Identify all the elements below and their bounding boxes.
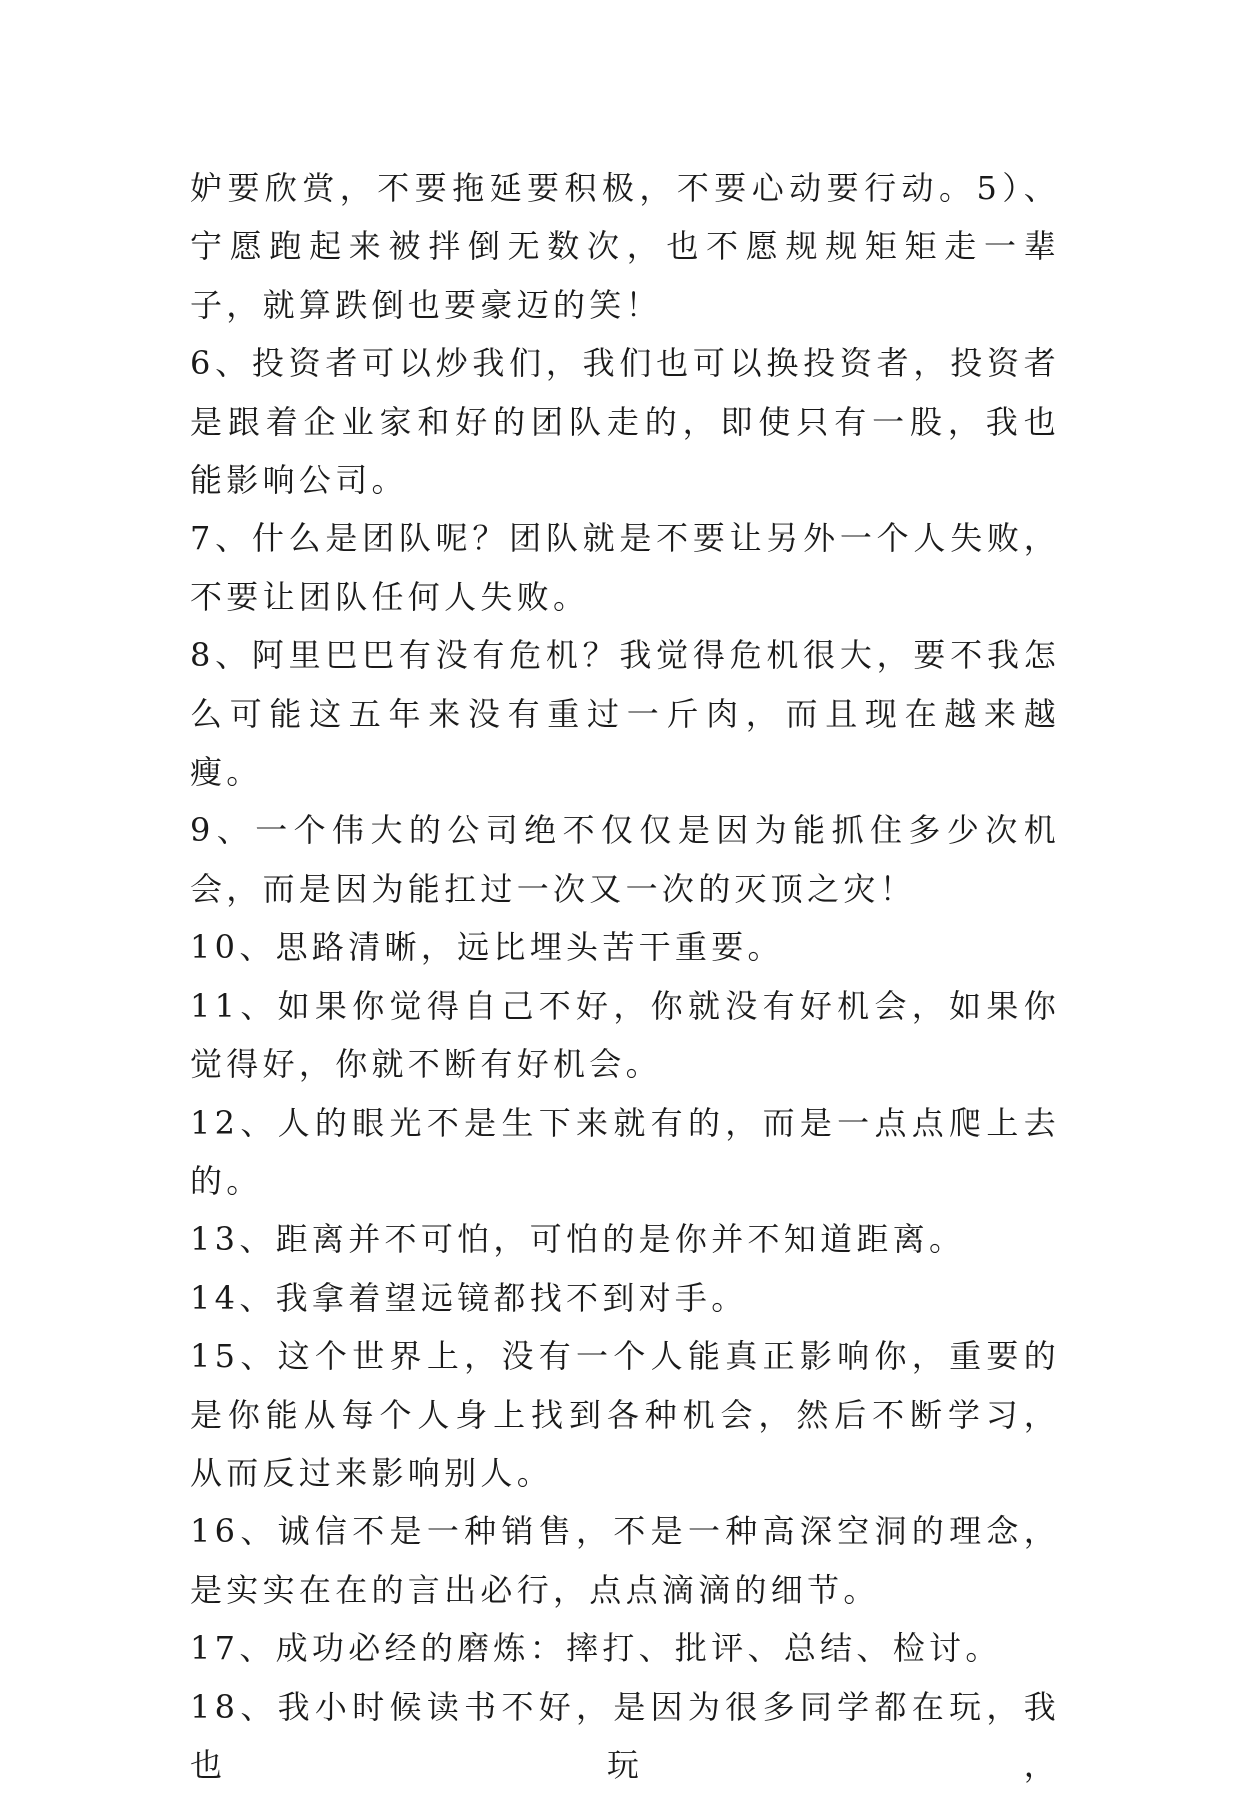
paragraph-12: 12、人的眼光不是生下来就有的，而是一点点爬上去的。 xyxy=(190,1103,1060,1200)
paragraph-17: 17、成功必经的磨炼：摔打、批评、总结、检讨。 xyxy=(190,1629,1002,1668)
paragraph-6: 6、投资者可以炒我们，我们也可以换投资者，投资者是跟着企业家和好的团队走的，即使只有一股，我也能影响公司。 xyxy=(190,344,1060,500)
paragraph-16: 16、诚信不是一种销售，不是一种高深空洞的理念，是实实在在的言出必行，点点滴滴的细节。 xyxy=(190,1512,1060,1609)
paragraph-10: 10、思路清晰，远比埋头苦干重要。 xyxy=(190,928,784,967)
paragraph-9: 9、一个伟大的公司绝不仅仅是因为能抓住多少次机会，而是因为能扛过一次又一次的灭顶之灾！ xyxy=(190,811,1060,908)
paragraph-18: 18、我小时候读书不好，是因为很多同学都在玩，我也玩， xyxy=(190,1687,1060,1784)
paragraph-7: 7、什么是团队呢？团队就是不要让另外一个人失败，不要让团队任何人失败。 xyxy=(190,519,1060,616)
paragraph-continued: 妒要欣赏，不要拖延要积极，不要心动要行动。5）、宁愿跑起来被拌倒无数次，也不愿规规矩矩走一辈子，就算跌倒也要豪迈的笑！ xyxy=(190,169,1060,324)
paragraph-13: 13、距离并不可怕，可怕的是你并不知道距离。 xyxy=(190,1220,966,1259)
document-body xyxy=(190,159,1060,1794)
paragraph-14: 14、我拿着望远镜都找不到对手。 xyxy=(190,1278,748,1317)
paragraph-11: 11、如果你觉得自己不好，你就没有好机会，如果你觉得好，你就不断有好机会。 xyxy=(190,986,1060,1084)
paragraph-15: 15、这个世界上，没有一个人能真正影响你，重要的是你能从每个人身上找到各种机会，然后不断学习，从而反过来影响别人。 xyxy=(190,1337,1060,1492)
paragraph-8: 8、阿里巴巴有没有危机？我觉得危机很大，要不我怎么可能这五年来没有重过一斤肉，而且现在越来越瘦。 xyxy=(190,636,1060,792)
